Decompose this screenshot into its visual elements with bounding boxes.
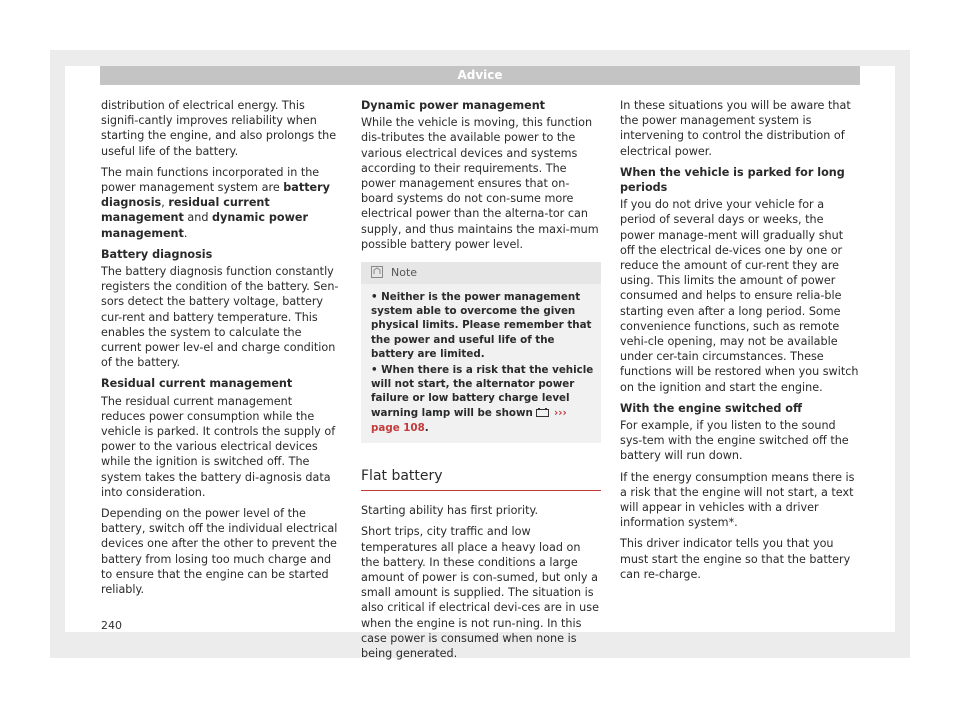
note-label: Note — [391, 266, 418, 280]
note-body — [361, 284, 601, 443]
column-middle — [361, 98, 601, 667]
note-item: • Neither is the power management system able to overcome the given physical limits. Please remember that the power and useful life of the battery are limited. — [371, 291, 592, 360]
subheading-battery-diagnosis: Battery diagnosis — [101, 247, 213, 261]
subheading-parked: When the vehicle is parked for long periods — [620, 165, 845, 195]
text: . — [183, 226, 188, 240]
text: . — [424, 421, 429, 434]
paragraph: While the vehicle is moving, this function dis-tributes the available power to the various electrical devices and systems according to their requirements. The power management ensures that on-board systems do not con-sume more electrical power than the alterna-tor can supply, and thus maintains the maxi-mum possible battery power level. — [361, 116, 599, 251]
note-box — [361, 262, 601, 443]
paragraph: Starting ability has first priority. — [361, 504, 539, 518]
bold-term: residual current management — [101, 196, 270, 225]
paragraph: In these situations you will be aware that the power management system is intervening to control the distribution of electrical power. — [620, 99, 851, 158]
paragraph: The residual current management reduces power consumption while the vehicle is parked. It controls the supply of power to the various electrical devices while the ignition is switched off. The system takes the battery di-agnosis data into consideration. — [101, 394, 336, 499]
text: and — [183, 211, 213, 225]
subheading-residual-current: Residual current management — [101, 377, 293, 391]
battery-lamp-icon — [536, 407, 550, 421]
page-number: 240 — [101, 619, 122, 632]
paragraph: The battery diagnosis function constantly registers the condition of the battery. Sen-sors detect the battery voltage, battery cur-rent and battery temperature. This enables the system to calculate the current power lev-el and charge condition of the battery. — [101, 265, 339, 370]
column-right — [620, 98, 860, 588]
note-item — [371, 363, 595, 435]
paragraph: If the energy consumption means there is a risk that the engine will not start, a text will appear in vehicles with a driver information system*. — [620, 470, 855, 530]
note-icon — [371, 266, 391, 279]
page-link[interactable]: ››› page 108 — [371, 406, 567, 434]
text: • When there is a risk that the vehicle will not start, the alternator power failure or low battery charge level warning lamp will be shown — [371, 364, 594, 419]
note-header — [361, 262, 601, 284]
paragraph: distribution of electrical energy. This signifi-cantly improves reliability when starting the engine, and also prolongs the useful life of the battery. — [101, 99, 337, 158]
text: , — [161, 196, 169, 210]
section-header: Advice — [100, 66, 860, 85]
subheading-engine-off: With the engine switched off — [620, 401, 803, 415]
text: The main functions incorporated in the power management system are — [101, 165, 320, 195]
paragraph: For example, if you listen to the sound sys-tem with the engine switched off the battery will run down. — [620, 419, 849, 463]
paragraph-functions — [101, 165, 339, 241]
subheading-dynamic-power: Dynamic power management — [361, 99, 546, 112]
paragraph: Depending on the power level of the battery, switch off the individual electrical devices one after the other to prevent the battery from losing too much charge and to ensure that the engine can be started reliably. — [101, 507, 338, 597]
bold-term: battery diagnosis — [101, 181, 330, 210]
paragraph: If you do not drive your vehicle for a period of several days or weeks, the power manage-ment will gradually shut off the electrical de-vices one by one or reduce the amount of cur-rent they are using. This limits the amount of power consumed and helps to ensure relia-ble starting even after a long period. Some convenience functions, such as remote vehi-cle opening, may not be available under cer-tain circumstances. These functions will be restored when you switch on the ignition and start the engine. — [620, 198, 859, 394]
section-title-flat-battery: Flat battery — [361, 469, 601, 491]
bold-term: dynamic power management — [101, 211, 309, 240]
column-left — [101, 98, 339, 603]
paragraph: This driver indicator tells you that you must start the engine so that the battery can re-charge. — [620, 537, 851, 581]
paragraph: Short trips, city traffic and low temperatures all place a heavy load on the battery. In these conditions a large amount of power is con-sumed, but only a small amount is supplied. The situation is also critical if electrical devi-ces are in use when the engine is not run-ning. In this case power is consumed when none is being generated. — [361, 525, 599, 661]
